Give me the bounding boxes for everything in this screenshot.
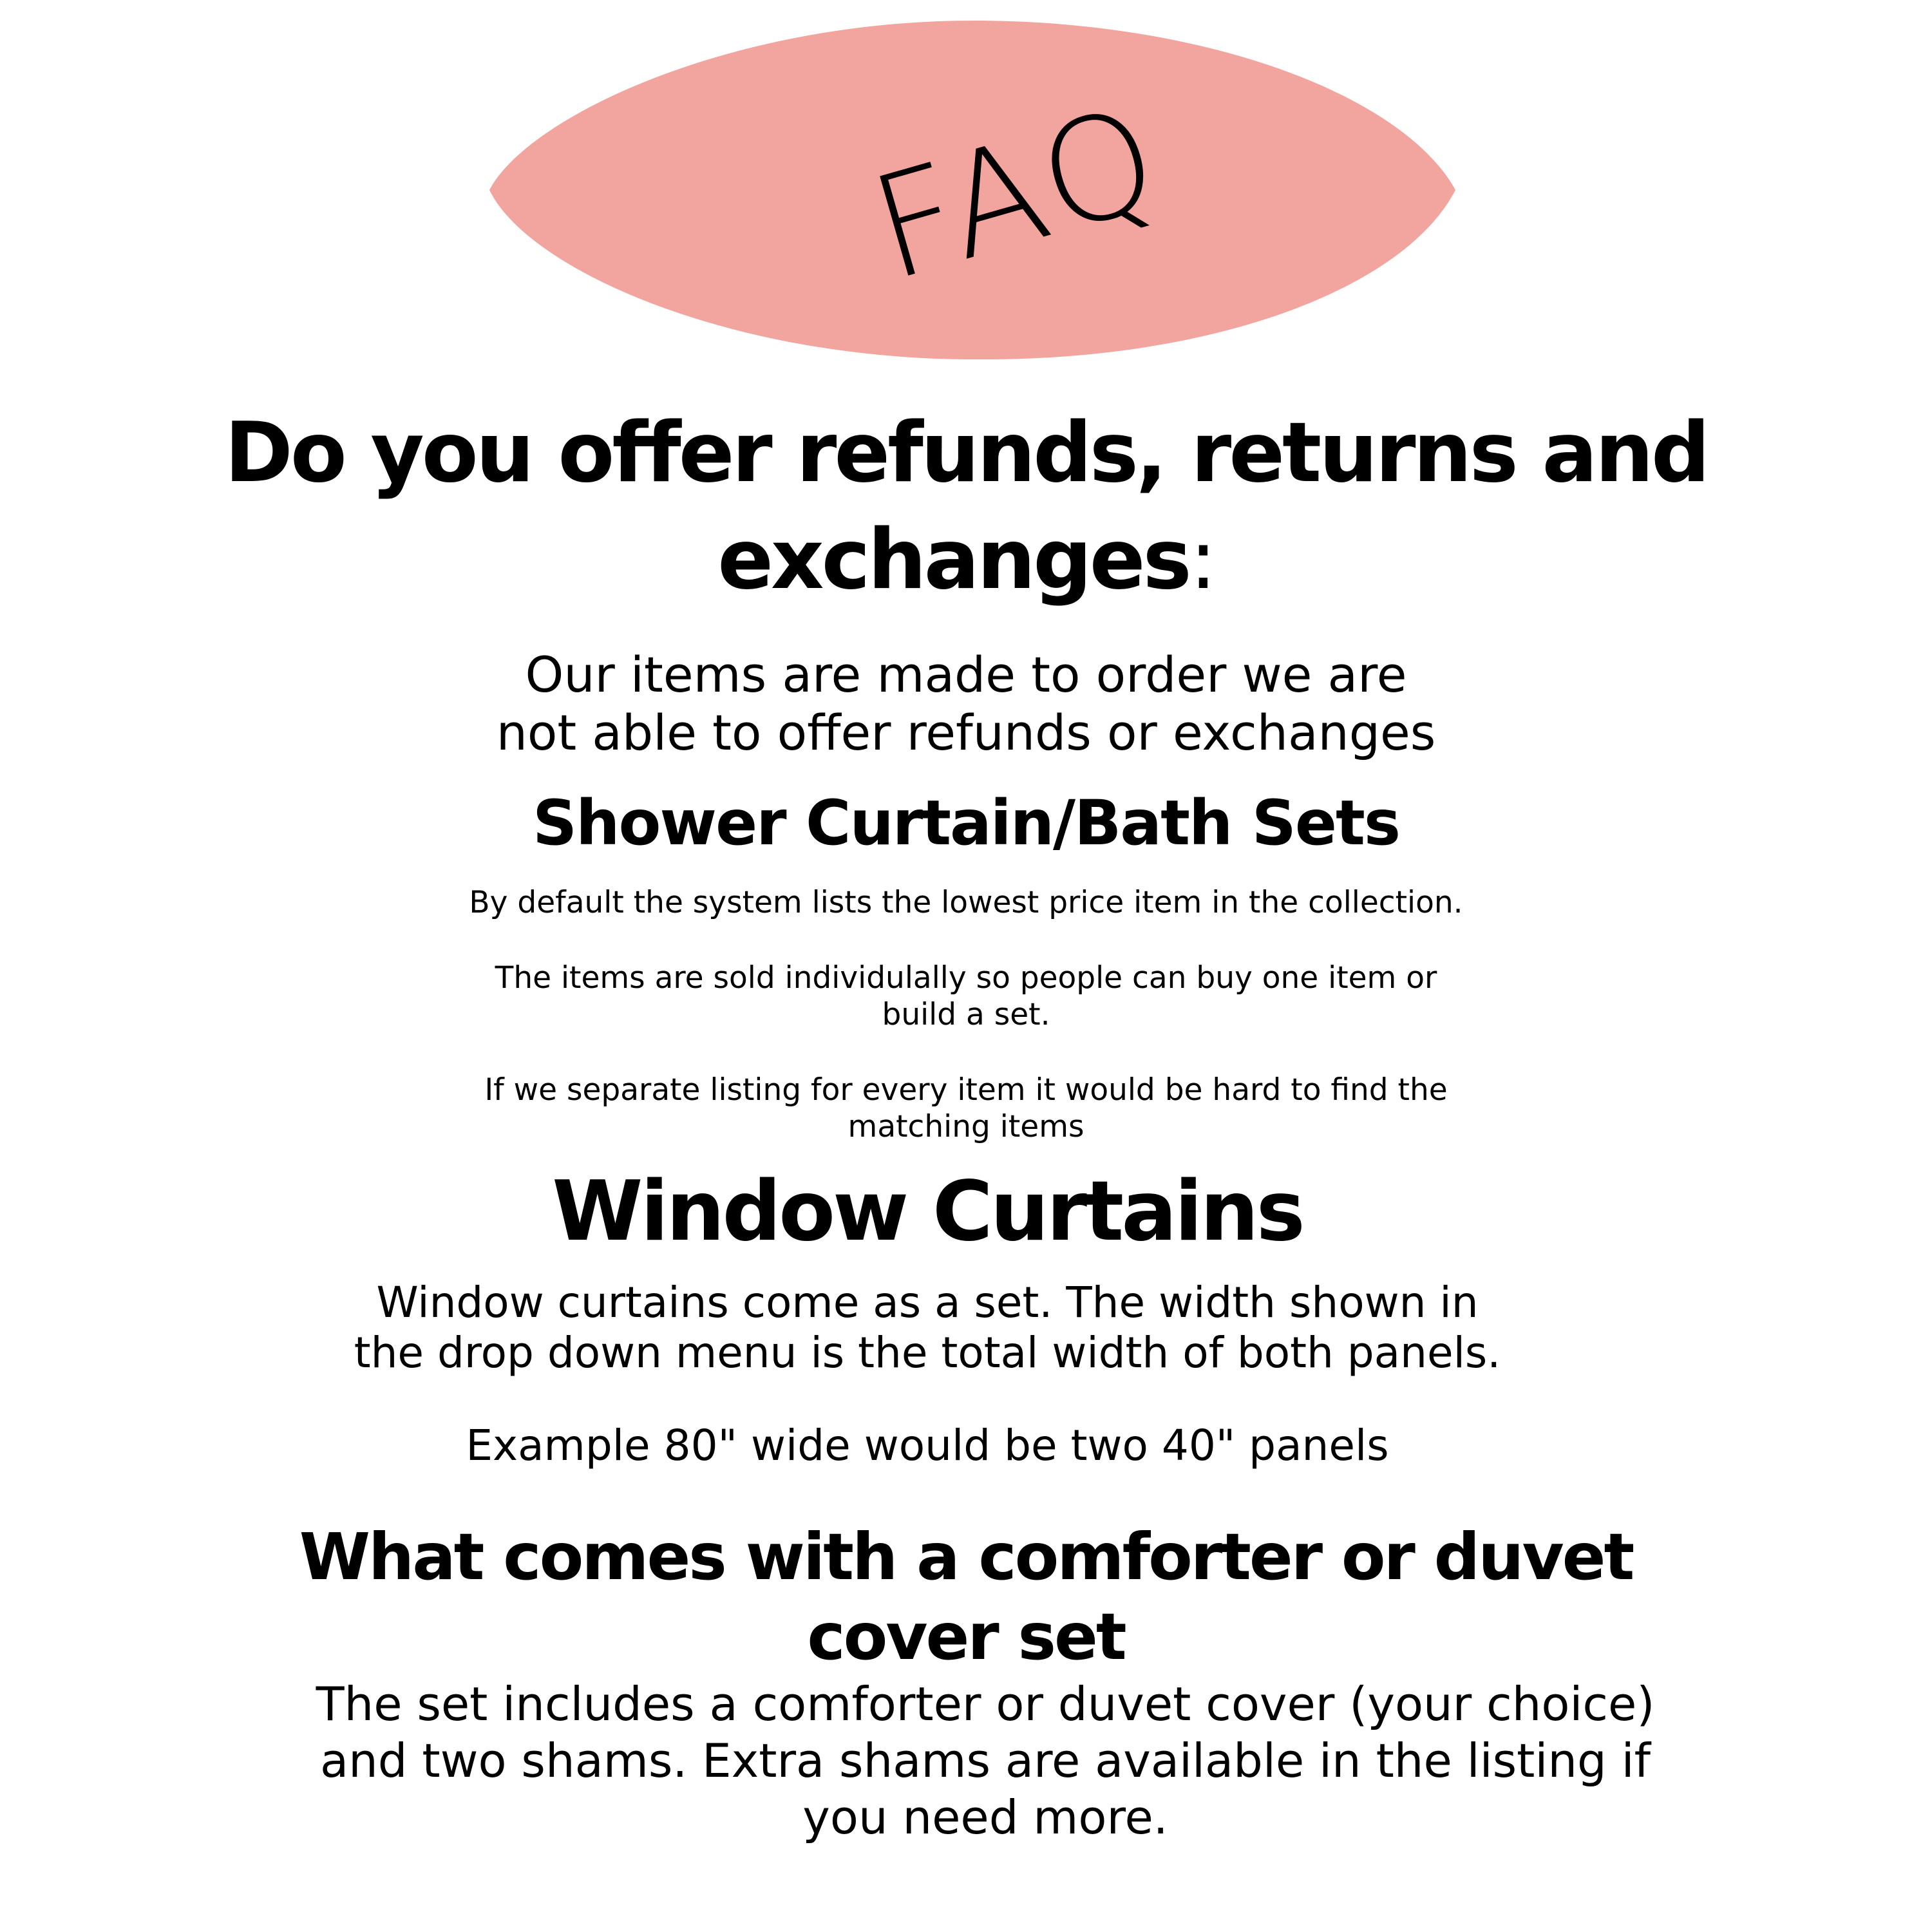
refunds-heading <box>0 405 1932 608</box>
comforter-text-line3: you need more. <box>802 1790 1168 1844</box>
comforter-text-line1: The set includes a comforter or duvet cover (your choice) <box>316 1677 1655 1731</box>
comforter-heading-line1: What comes with a comforter or duvet <box>299 1519 1633 1595</box>
shower-text-p3-line1: If we separate listing for every item it would be hard to find the <box>484 1072 1448 1108</box>
window-text-line1: Window curtains come as a set. The width shown in <box>376 1278 1479 1327</box>
shower-heading: Shower Curtain/Bath Sets <box>532 787 1399 859</box>
shower-text-p1: By default the system lists the lowest price item in the collection. <box>469 885 1463 920</box>
window-example: Example 80" wide would be two 40" panels <box>466 1421 1389 1470</box>
refunds-text-line1: Our items are made to order we are <box>525 646 1407 703</box>
shower-text <box>0 887 1932 1142</box>
refunds-text <box>0 646 1932 761</box>
shower-text-p2-line1: The items are sold individulally so people can buy one item or <box>495 960 1437 996</box>
refunds-heading-line2 <box>0 512 1932 608</box>
window-text <box>0 1278 1893 1470</box>
refunds-heading-colon: : <box>1189 512 1215 608</box>
window-heading: Window Curtains <box>552 1164 1303 1260</box>
refunds-heading-line1: Do you offer refunds, returns and <box>224 405 1708 501</box>
window-text-line2: the drop down menu is the total width of both panels. <box>354 1328 1501 1378</box>
faq-badge <box>489 19 1455 361</box>
comforter-heading <box>0 1519 1932 1674</box>
shower-text-p2-line2: build a set. <box>882 997 1050 1032</box>
comforter-text <box>19 1677 1932 1844</box>
shower-text-p3-line2: matching items <box>848 1109 1084 1144</box>
refunds-text-line2: not able to offer refunds or exchanges <box>496 704 1436 761</box>
faq-title: FAQ <box>855 73 1180 313</box>
comforter-heading-line2: cover set <box>807 1599 1125 1674</box>
refunds-heading-word: exchanges <box>717 512 1189 608</box>
comforter-text-line2: and two shams. Extra shams are available in the listing if <box>320 1734 1651 1788</box>
